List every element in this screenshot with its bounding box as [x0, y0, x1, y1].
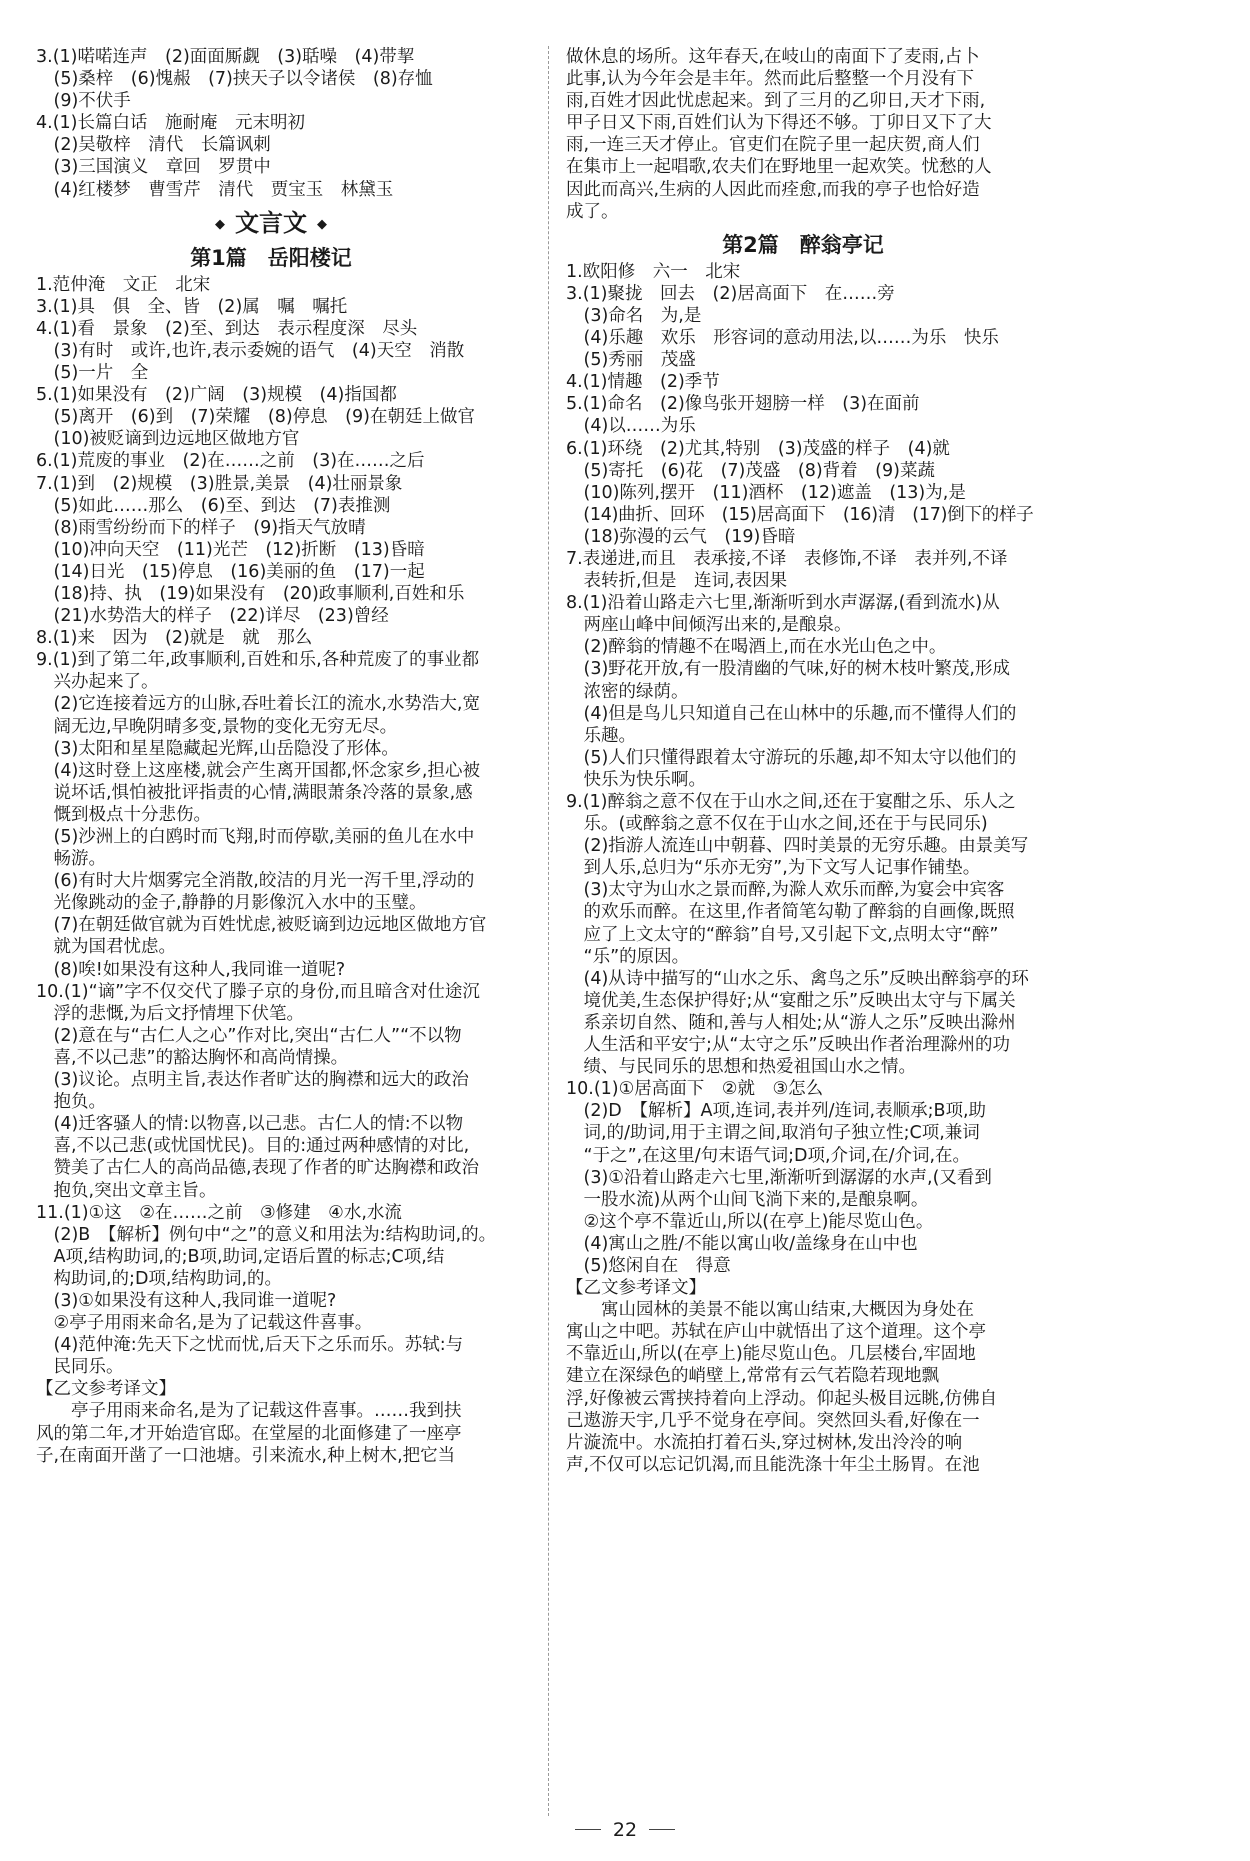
text-line: 两座山峰中间倾泻出来的,是酿泉。 — [566, 615, 852, 636]
text-line: 7.表递进,而且 表承接,不译 表修饰,不译 表并列,不译 — [566, 548, 1008, 569]
text-line: (4)乐趣 欢乐 形容词的意动用法,以……为乐 快乐 — [566, 328, 999, 349]
text-line: 词,的/助词,用于主谓之间,取消句子独立性;C项,兼词 — [566, 1123, 980, 1144]
text-line: 抱负,突出文章主旨。 — [36, 1180, 217, 1201]
text-line: 8.(1)沿着山路走六七里,渐渐听到水声潺潺,(看到流水)从 — [566, 593, 1000, 614]
text-line: (10)陈列,摆开 (11)酒杯 (12)遮盖 (13)为,是 — [566, 482, 966, 503]
text-line: 【乙文参考译文】 — [36, 1379, 176, 1400]
text-line: (8)唉!如果没有这种人,我同谁一道呢? — [36, 959, 346, 980]
text-line: 说坏话,惧怕被批评指责的心情,满眼萧条冷落的景象,感 — [36, 782, 473, 803]
text-line: (10)被贬谪到边远地区做地方官 — [36, 429, 300, 450]
column-divider — [548, 46, 549, 1816]
text-line: ②这个亭不靠近山,所以(在亭上)能尽览山色。 — [566, 1211, 934, 1232]
text-line: 乐。(或醉翁之意不仅在于山水之间,还在于与民同乐) — [566, 814, 988, 835]
text-line: (2)它连接着远方的山脉,吞吐着长江的流水,水势浩大,宽 — [36, 694, 480, 715]
text-line: (5)一片 全 — [36, 363, 149, 384]
text-line: (21)水势浩大的样子 (22)详尽 (23)曾经 — [36, 606, 389, 627]
text-line: (14)日光 (15)停息 (16)美丽的鱼 (17)一起 — [36, 561, 425, 582]
text-line: 因此而高兴,生病的人因此而痊愈,而我的亭子也恰好造 — [566, 179, 980, 200]
text-line: ②亭子用雨来命名,是为了记载这件喜事。 — [36, 1313, 373, 1334]
text-line: 绩、与民同乐的思想和热爱祖国山水之情。 — [566, 1057, 916, 1078]
text-line: (3)命名 为,是 — [566, 305, 702, 326]
text-line: (4)从诗中描写的“山水之乐、禽鸟之乐”反映出醉翁亭的环 — [566, 968, 1029, 989]
text-line: 喜,不以己悲(或忧国忧民)。目的:通过两种感情的对比, — [36, 1136, 470, 1157]
section-title — [36, 205, 506, 241]
text-line: (4)范仲淹:先天下之忧而忧,后天下之乐而乐。苏轼:与 — [36, 1335, 464, 1356]
text-line: (3)三国演义 章回 罗贯中 — [36, 157, 271, 178]
text-line: (3)野花开放,有一股清幽的气味,好的树木枝叶繁茂,形成 — [566, 659, 1010, 680]
diamond-icon: ◆ — [317, 216, 327, 232]
text-line: (4)寓山之胜/不能以寓山收/盖缘身在山中也 — [566, 1233, 918, 1254]
section-title-text: 文言文 — [235, 208, 307, 237]
text-line: 浮的悲慨,为后文抒情埋下伏笔。 — [36, 1003, 305, 1024]
text-line: 抱负。 — [36, 1092, 106, 1113]
text-line: 赞美了古仁人的高尚品德,表现了作者的旷达胸襟和政治 — [36, 1158, 480, 1179]
text-line: 境优美,生态保护得好;从“宴酣之乐”反映出太守与下属关 — [566, 990, 1016, 1011]
text-line: (3)太守为山水之景而醉,为滁人欢乐而醉,为宴会中宾客 — [566, 880, 1005, 901]
text-line: 亭子用雨来命名,是为了记载这件喜事。……我到扶 — [36, 1401, 462, 1422]
text-line: 兴办起来了。 — [36, 672, 159, 693]
text-line: 【乙文参考译文】 — [566, 1278, 706, 1299]
text-line: 3.(1)聚拢 回去 (2)居高面下 在……旁 — [566, 283, 895, 304]
dash-left — [575, 1829, 601, 1830]
text-line: 8.(1)来 因为 (2)就是 就 那么 — [36, 628, 313, 649]
text-line: 畅游。 — [36, 849, 106, 870]
text-line: 一股水流)从两个山间飞淌下来的,是酿泉啊。 — [566, 1189, 929, 1210]
text-line: (4)这时登上这座楼,就会产生离开国都,怀念家乡,担心被 — [36, 760, 480, 781]
text-line: 4.(1)看 景象 (2)至、到达 表示程度深 尽头 — [36, 318, 418, 339]
text-line: 9.(1)到了第二年,政事顺利,百姓和乐,各种荒废了的事业都 — [36, 650, 480, 671]
text-line: 风的第二年,才开始造官邸。在堂屋的北面修建了一座亭 — [36, 1423, 462, 1444]
text-line: 4.(1)长篇白话 施耐庵 元末明初 — [36, 113, 305, 134]
text-line: 光像跳动的金子,静静的月影像沉入水中的玉璧。 — [36, 893, 427, 914]
text-line: 雨,一连三天才停止。官吏们在院子里一起庆贺,商人们 — [566, 135, 980, 156]
text-line: 寓山之中吧。苏轼在庐山中就悟出了这个道理。这个亭 — [566, 1322, 986, 1343]
text-line: 10.(1)①居高面下 ②就 ③怎么 — [566, 1079, 824, 1100]
text-line: 建立在深绿色的峭壁上,常常有云气若隐若现地飘 — [566, 1366, 940, 1387]
text-line: 不靠近山,所以(在亭上)能尽览山色。几层楼台,牢固地 — [566, 1344, 976, 1365]
text-line: (2)B 【解析】例句中“之”的意义和用法为:结构助词,的。 — [36, 1224, 497, 1245]
text-line: (3)有时 或许,也许,表示委婉的语气 (4)天空 消散 — [36, 340, 465, 361]
text-line: 6.(1)荒废的事业 (2)在……之前 (3)在……之后 — [36, 451, 425, 472]
right-column — [566, 46, 1040, 1476]
text-line: (3)①沿着山路走六七里,渐渐听到潺潺的水声,(又看到 — [566, 1167, 992, 1188]
text-line: (5)寄托 (6)花 (7)茂盛 (8)背着 (9)菜蔬 — [566, 460, 935, 481]
text-line: 的欢乐而醉。在这里,作者简笔勾勒了醉翁的自画像,既照 — [566, 902, 1015, 923]
text-line: 声,不仅可以忘记饥渴,而且能洗涤十年尘土肠胃。在池 — [566, 1454, 980, 1475]
text-line: (5)沙洲上的白鸥时而飞翔,时而停歇,美丽的鱼儿在水中 — [36, 827, 475, 847]
text-line: (8)雨雪纷纷而下的样子 (9)指天气放晴 — [36, 517, 366, 538]
part-title-2: 第2篇 醉翁亭记 — [722, 232, 884, 257]
text-line: 雨,百姓才因此忧虑起来。到了三月的乙卯日,天才下雨, — [566, 91, 986, 112]
text-line: 表转折,但是 连词,表因果 — [566, 571, 788, 592]
text-line: 系亲切自然、随和,善与人相处;从“游人之乐”反映出滁州 — [566, 1012, 1016, 1033]
text-line: (4)红楼梦 曹雪芹 清代 贾宝玉 林黛玉 — [36, 179, 394, 200]
text-line: “于之”,在这里/句末语气词;D项,介词,在/介词,在。 — [566, 1145, 971, 1166]
diamond-icon: ◆ — [215, 216, 225, 232]
text-line: (5)秀丽 茂盛 — [566, 350, 696, 371]
text-line: 阔无边,早晚阴晴多变,景物的变化无穷无尽。 — [36, 716, 398, 737]
text-line: 喜,不以己悲”的豁达胸怀和高尚情操。 — [36, 1047, 349, 1068]
text-line: (2)意在与“古仁人之心”作对比,突出“古仁人”“不以物 — [36, 1025, 462, 1046]
text-line: 7.(1)到 (2)规模 (3)胜景,美景 (4)壮丽景象 — [36, 473, 403, 494]
text-line: (9)不伏手 — [36, 91, 131, 112]
text-line: 做休息的场所。这年春天,在岐山的南面下了麦雨,占卜 — [566, 47, 980, 67]
text-line: (6)有时大片烟雾完全消散,皎洁的月光一泻千里,浮动的 — [36, 871, 475, 892]
text-line: (5)如此……那么 (6)至、到达 (7)表推测 — [36, 495, 391, 516]
text-line: 在集市上一起唱歌,农夫们在野地里一起欢笑。忧愁的人 — [566, 157, 992, 178]
left-body-block — [36, 274, 506, 1467]
text-line: 寓山园林的美景不能以寓山结束,大概因为身处在 — [566, 1300, 975, 1321]
right-top-block — [566, 46, 1040, 223]
text-line: 应了上文太守的“醉翁”自号,又引起下文,点明太守“醉” — [566, 924, 999, 945]
text-line: 人生活和平安宁;从“太守之乐”反映出作者治理滁州的功 — [566, 1035, 1011, 1056]
text-line: (14)曲折、回环 (15)居高面下 (16)清 (17)倒下的样子 — [566, 504, 1034, 525]
text-line: 子,在南面开凿了一口池塘。引来流水,种上树木,把它当 — [36, 1445, 456, 1466]
text-line: 11.(1)①这 ②在……之前 ③修建 ④水,水流 — [36, 1202, 402, 1223]
text-line: (2)指游人流连山中朝暮、四时美景的无穷乐趣。由景美写 — [566, 836, 1029, 857]
text-line: (3)①如果没有这种人,我同谁一道呢? — [36, 1290, 337, 1311]
text-line: (4)迁客骚人的情:以物喜,以己悲。古仁人的情:不以物 — [36, 1114, 464, 1135]
right-body-block — [566, 261, 1040, 1476]
text-line: 3.(1)喏喏连声 (2)面面厮觑 (3)聒噪 (4)带挈 — [36, 47, 415, 67]
text-line: (2)醉翁的情趣不在喝酒上,而在水光山色之中。 — [566, 637, 947, 658]
text-line: 成了。 — [566, 201, 619, 222]
page-number: 22 — [612, 1819, 638, 1841]
text-line: 民同乐。 — [36, 1357, 124, 1378]
text-line: (2)吴敬梓 清代 长篇讽刺 — [36, 135, 271, 156]
dash-right — [649, 1829, 675, 1830]
text-line: 1.欧阳修 六一 北宋 — [566, 261, 741, 282]
text-line: 快乐为快乐啊。 — [566, 769, 706, 790]
text-line: 5.(1)命名 (2)像鸟张开翅膀一样 (3)在面前 — [566, 394, 920, 415]
text-line: (5)悠闲自在 得意 — [566, 1255, 731, 1276]
text-line: 就为国君忧虑。 — [36, 937, 176, 958]
text-line: 4.(1)情趣 (2)季节 — [566, 372, 720, 393]
text-line: 5.(1)如果没有 (2)广阔 (3)规模 (4)指国都 — [36, 385, 397, 406]
text-line: 此事,认为今年会是丰年。然而此后整整一个月没有下 — [566, 69, 975, 90]
text-line: 甲子日又下雨,百姓们认为下得还不够。丁卯日又下了大 — [566, 113, 992, 134]
part-title-1: 第1篇 岳阳楼记 — [190, 245, 352, 270]
text-line: 乐趣。 — [566, 725, 636, 746]
text-line: (18)持、执 (19)如果没有 (20)政事顺利,百姓和乐 — [36, 583, 465, 604]
text-line: 构助词,的;D项,结构助词,的。 — [36, 1268, 283, 1289]
text-line: 6.(1)环绕 (2)尤其,特别 (3)茂盛的样子 (4)就 — [566, 438, 950, 459]
text-line: (10)冲向天空 (11)光芒 (12)折断 (13)昏暗 — [36, 539, 425, 560]
text-line: (3)太阳和星星隐藏起光辉,山岳隐没了形体。 — [36, 738, 399, 759]
text-line: (7)在朝廷做官就为百姓忧虑,被贬谪到边远地区做地方官 — [36, 915, 487, 936]
text-line: 浓密的绿荫。 — [566, 681, 689, 702]
left-column — [36, 46, 506, 1467]
text-line: A项,结构助词,的;B项,助词,定语后置的标志;C项,结 — [36, 1246, 445, 1267]
text-line: “乐”的原因。 — [566, 946, 690, 967]
text-line: (2)D 【解析】A项,连词,表并列/连词,表顺承;B项,助 — [566, 1101, 987, 1122]
page-number-footer — [0, 1818, 1250, 1842]
text-line: 到人乐,总归为“乐亦无穷”,为下文写人记事作铺垫。 — [566, 858, 981, 879]
left-top-block — [36, 46, 506, 201]
text-line: (4)但是鸟儿只知道自己在山林中的乐趣,而不懂得人们的 — [566, 703, 1017, 724]
text-line: 10.(1)“谪”字不仅交代了滕子京的身份,而且暗含对仕途沉 — [36, 981, 480, 1002]
text-line: 慨到极点十分悲伤。 — [36, 804, 211, 825]
text-line: (4)以……为乐 — [566, 416, 696, 437]
text-line: 己遨游天宇,几乎不觉身在亭间。突然回头看,好像在一 — [566, 1410, 980, 1431]
text-line: 片漩流中。水流拍打着石头,穿过树林,发出泠泠的响 — [566, 1432, 963, 1453]
text-line: (5)离开 (6)到 (7)荣耀 (8)停息 (9)在朝廷上做官 — [36, 407, 475, 428]
text-line: 3.(1)具 俱 全、皆 (2)属 嘱 嘱托 — [36, 296, 348, 317]
text-line: 浮,好像被云霄挟持着向上浮动。仰起头极目远眺,仿佛自 — [566, 1388, 998, 1409]
text-line: 9.(1)醉翁之意不仅在于山水之间,还在于宴酣之乐、乐人之 — [566, 792, 1016, 812]
text-line: (5)桑梓 (6)愧赧 (7)挟天子以令诸侯 (8)存恤 — [36, 69, 433, 90]
text-line: 1.范仲淹 文正 北宋 — [36, 274, 211, 295]
text-line: (5)人们只懂得跟着太守游玩的乐趣,却不知太守以他们的 — [566, 747, 1017, 768]
text-line: (3)议论。点明主旨,表达作者旷达的胸襟和远大的政治 — [36, 1070, 469, 1091]
text-line: (18)弥漫的云气 (19)昏暗 — [566, 526, 796, 547]
